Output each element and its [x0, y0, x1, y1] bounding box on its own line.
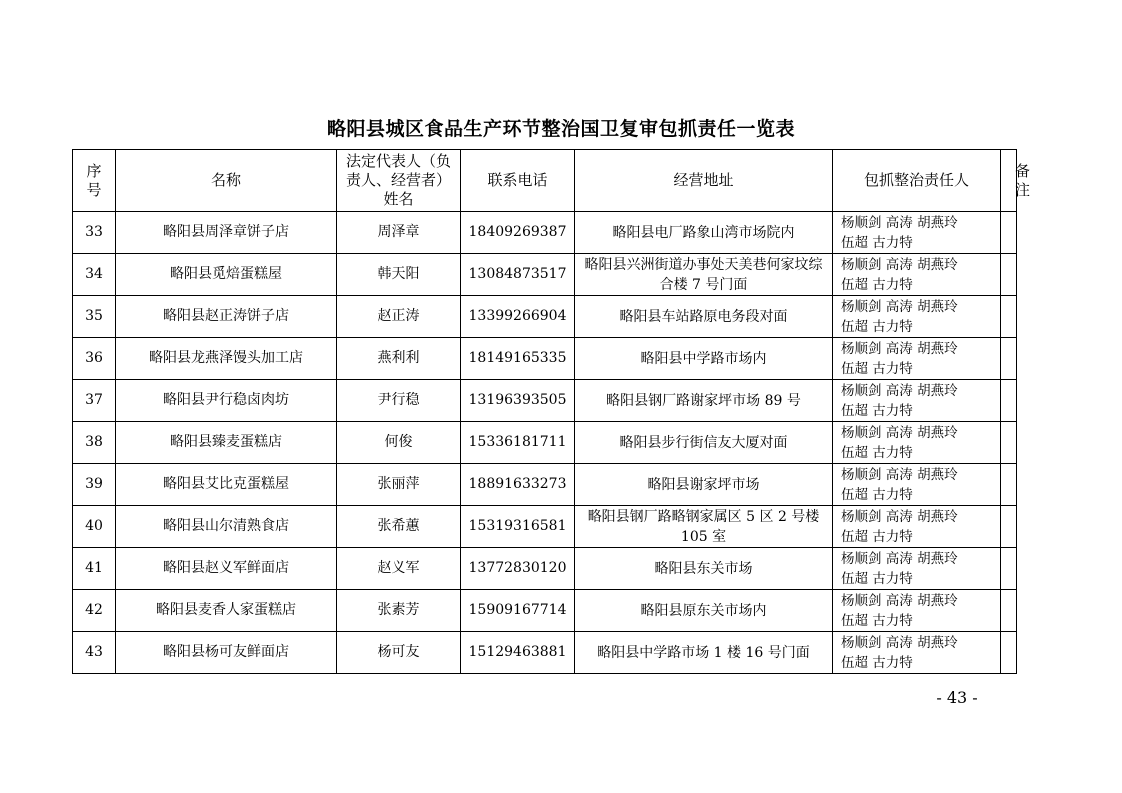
cell-address: 略阳县钢厂路谢家坪市场 89 号: [575, 380, 833, 422]
cell-responsible: 杨顺剑 高涛 胡燕玲 伍超 古力特: [833, 338, 1001, 380]
cell-seq: 35: [73, 296, 116, 338]
table-row: [73, 254, 1017, 296]
cell-seq: 36: [73, 338, 116, 380]
cell-phone: 13196393505: [461, 380, 575, 422]
page-number: - 43 -: [936, 688, 978, 707]
cell-remark: [1001, 296, 1017, 338]
cell-remark: [1001, 380, 1017, 422]
cell-phone: 18891633273: [461, 464, 575, 506]
cell-legal-rep: 燕利利: [337, 338, 461, 380]
cell-seq: 40: [73, 506, 116, 548]
header-legal-rep: 法定代表人（负责人、经营者）姓名: [337, 150, 461, 212]
cell-legal-rep: 何俊: [337, 422, 461, 464]
cell-legal-rep: 尹行稳: [337, 380, 461, 422]
cell-remark: [1001, 632, 1017, 674]
cell-responsible: 杨顺剑 高涛 胡燕玲 伍超 古力特: [833, 254, 1001, 296]
cell-legal-rep: 周泽章: [337, 212, 461, 254]
header-responsible: 包抓整治责任人: [833, 150, 1001, 212]
cell-phone: 18409269387: [461, 212, 575, 254]
cell-phone: 15129463881: [461, 632, 575, 674]
cell-address: 略阳县中学路市场 1 楼 16 号门面: [575, 632, 833, 674]
cell-name: 略阳县臻麦蛋糕店: [116, 422, 337, 464]
cell-remark: [1001, 506, 1017, 548]
cell-name: 略阳县尹行稳卤肉坊: [116, 380, 337, 422]
cell-remark: [1001, 590, 1017, 632]
document-title: 略阳县城区食品生产环节整治国卫复审包抓责任一览表: [326, 118, 795, 140]
table-row: [73, 212, 1017, 254]
cell-seq: 33: [73, 212, 116, 254]
cell-address: 略阳县兴洲街道办事处天美巷何家坟综合楼 7 号门面: [575, 254, 833, 296]
cell-legal-rep: 赵正涛: [337, 296, 461, 338]
cell-address: 略阳县东关市场: [575, 548, 833, 590]
cell-address: 略阳县钢厂路略钢家属区 5 区 2 号楼 105 室: [575, 506, 833, 548]
table-body: [73, 212, 1017, 674]
cell-responsible: 杨顺剑 高涛 胡燕玲 伍超 古力特: [833, 380, 1001, 422]
header-seq: 序号: [73, 150, 116, 212]
cell-address: 略阳县电厂路象山湾市场院内: [575, 212, 833, 254]
cell-responsible: 杨顺剑 高涛 胡燕玲 伍超 古力特: [833, 212, 1001, 254]
cell-name: 略阳县觅焙蛋糕屋: [116, 254, 337, 296]
cell-phone: 15319316581: [461, 506, 575, 548]
cell-responsible: 杨顺剑 高涛 胡燕玲 伍超 古力特: [833, 296, 1001, 338]
cell-legal-rep: 韩天阳: [337, 254, 461, 296]
cell-name: 略阳县赵正涛饼子店: [116, 296, 337, 338]
cell-address: 略阳县原东关市场内: [575, 590, 833, 632]
cell-name: 略阳县山尔清熟食店: [116, 506, 337, 548]
table-row: [73, 632, 1017, 674]
cell-name: 略阳县麦香人家蛋糕店: [116, 590, 337, 632]
cell-address: 略阳县谢家坪市场: [575, 464, 833, 506]
cell-address: 略阳县步行街信友大厦对面: [575, 422, 833, 464]
cell-name: 略阳县周泽章饼子店: [116, 212, 337, 254]
cell-seq: 39: [73, 464, 116, 506]
table-row: [73, 296, 1017, 338]
header-remark: 备注: [1001, 150, 1017, 212]
cell-legal-rep: 张素芳: [337, 590, 461, 632]
cell-legal-rep: 赵义军: [337, 548, 461, 590]
cell-remark: [1001, 464, 1017, 506]
cell-seq: 42: [73, 590, 116, 632]
cell-legal-rep: 张丽萍: [337, 464, 461, 506]
table-row: [73, 422, 1017, 464]
cell-responsible: 杨顺剑 高涛 胡燕玲 伍超 古力特: [833, 632, 1001, 674]
cell-responsible: 杨顺剑 高涛 胡燕玲 伍超 古力特: [833, 422, 1001, 464]
cell-seq: 38: [73, 422, 116, 464]
cell-seq: 43: [73, 632, 116, 674]
table-row: [73, 548, 1017, 590]
cell-remark: [1001, 254, 1017, 296]
cell-remark: [1001, 422, 1017, 464]
cell-remark: [1001, 338, 1017, 380]
table-row: [73, 380, 1017, 422]
cell-seq: 37: [73, 380, 116, 422]
cell-phone: 15336181711: [461, 422, 575, 464]
responsibility-table: [72, 149, 1031, 674]
cell-phone: 13084873517: [461, 254, 575, 296]
cell-responsible: 杨顺剑 高涛 胡燕玲 伍超 古力特: [833, 548, 1001, 590]
header-name: 名称: [116, 150, 337, 212]
cell-seq: 41: [73, 548, 116, 590]
table-row: [73, 338, 1017, 380]
cell-name: 略阳县艾比克蛋糕屋: [116, 464, 337, 506]
cell-remark: [1001, 548, 1017, 590]
cell-phone: 13772830120: [461, 548, 575, 590]
cell-legal-rep: 杨可友: [337, 632, 461, 674]
cell-name: 略阳县龙燕泽馒头加工店: [116, 338, 337, 380]
table-row: [73, 506, 1017, 548]
header-phone: 联系电话: [461, 150, 575, 212]
cell-name: 略阳县赵义军鲜面店: [116, 548, 337, 590]
cell-phone: 15909167714: [461, 590, 575, 632]
header-address: 经营地址: [575, 150, 833, 212]
cell-responsible: 杨顺剑 高涛 胡燕玲 伍超 古力特: [833, 506, 1001, 548]
table-header-row: [73, 150, 1017, 212]
cell-address: 略阳县车站路原电务段对面: [575, 296, 833, 338]
cell-phone: 13399266904: [461, 296, 575, 338]
cell-responsible: 杨顺剑 高涛 胡燕玲 伍超 古力特: [833, 590, 1001, 632]
cell-seq: 34: [73, 254, 116, 296]
cell-phone: 18149165335: [461, 338, 575, 380]
table-row: [73, 590, 1017, 632]
cell-responsible: 杨顺剑 高涛 胡燕玲 伍超 古力特: [833, 464, 1001, 506]
cell-address: 略阳县中学路市场内: [575, 338, 833, 380]
table-row: [73, 464, 1017, 506]
cell-name: 略阳县杨可友鲜面店: [116, 632, 337, 674]
cell-remark: [1001, 212, 1017, 254]
cell-legal-rep: 张希蕙: [337, 506, 461, 548]
